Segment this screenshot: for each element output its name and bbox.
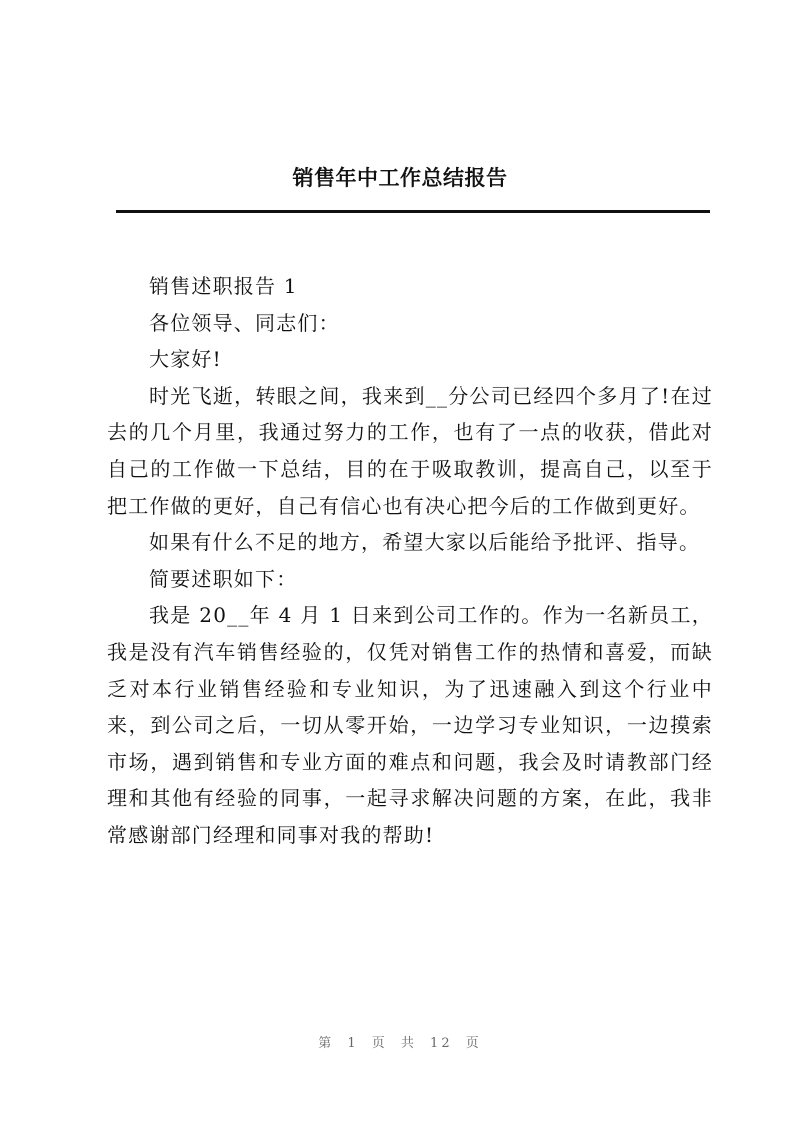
paragraph-experience: 我是 20__年 4 月 1 日来到公司工作的。作为一名新员工，我是没有汽车销售经验的，仅凭对销售工作的热情和喜爱，而缺乏对本行业销售经验和专业知识，为了迅速融入到这个行业中来，到公司之后，一切从零开始，一边学习专业知识，一边摸索市场，遇到销售和专业方面的难点和问题，我会及时请教部门经理和其他有经验的同事，一起寻求解决问题的方案，在此，我非常感谢部门经理和同事对我的帮助!: [107, 603, 713, 847]
paragraph-salutation: 各位领导、同志们：: [149, 310, 340, 335]
paragraph-request: 如果有什么不足的地方，希望大家以后能给予批评、指导。: [149, 530, 701, 555]
paragraph-greeting: 大家好!: [149, 347, 222, 372]
paragraph-heading: 销售述职报告 1: [149, 274, 298, 298]
document-body: [107, 268, 713, 854]
title-divider: [116, 210, 710, 213]
paragraph-outline: 简要述职如下：: [149, 566, 298, 591]
page-number: 第 1 页 共 12 页: [318, 1036, 482, 1051]
paragraph-intro: 时光飞逝，转眼之间，我来到__分公司已经四个多月了!在过去的几个月里，我通过努力的工作，也有了一点的收获，借此对自己的工作做一下总结，目的在于吸取教训，提高自己，以至于把工作做的更好，自己有信心也有决心把今后的工作做到更好。: [107, 383, 713, 518]
document-title: 销售年中工作总结报告: [292, 166, 508, 190]
